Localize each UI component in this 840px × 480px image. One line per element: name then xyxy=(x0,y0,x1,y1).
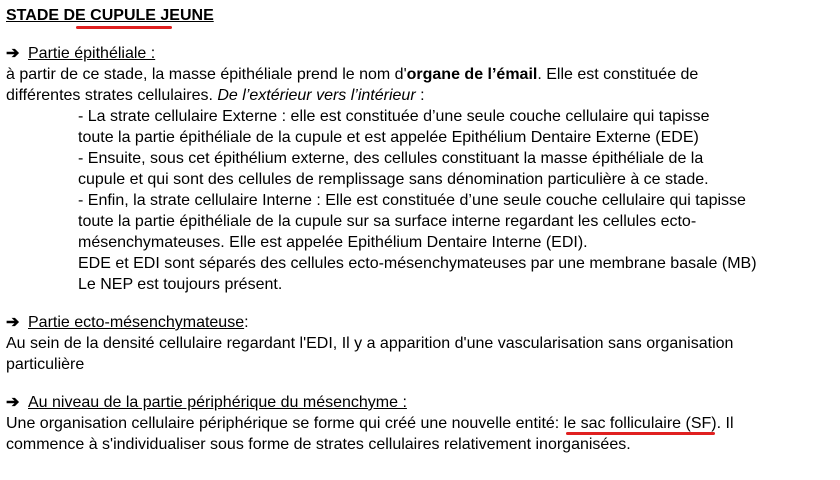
arrow-right-icon: ➔ xyxy=(6,314,20,331)
section-heading-suffix: : xyxy=(244,314,249,331)
strate-line: - Enfin, la strate cellulaire Interne : Elle est constituée d’une seule couche cellulaire qui tapisse xyxy=(78,192,746,209)
intro-text: à partir de ce stade, la masse épithéliale prend le nom d' xyxy=(6,66,407,83)
title-red-underline xyxy=(76,26,172,29)
section-heading-text: Partie épithéliale : xyxy=(28,45,156,62)
section-heading-peripherique xyxy=(6,392,836,413)
page-title xyxy=(6,5,214,26)
strate-line: toute la partie épithéliale de la cupule et est appelée Epithélium Dentaire Externe (EDE) xyxy=(78,129,699,146)
strate-line: cupule et qui sont des cellules de remplissage sans dénomination particulière à ce stade. xyxy=(78,171,709,188)
section-heading-text: Partie ecto-mésenchymateuse xyxy=(28,314,245,331)
section-heading-epitheliale xyxy=(6,43,836,64)
intro-italic-phrase: De l’extérieur vers l’intérieur xyxy=(217,87,416,104)
marked-term: le sac folliculaire (SF) xyxy=(563,415,717,432)
page-title-text: STADE DE CUPULE JEUNE xyxy=(6,7,214,24)
intro-text-end: . Elle est constituée de xyxy=(537,66,699,83)
term-red-underline xyxy=(566,432,715,435)
section-intro-line-2 xyxy=(6,85,836,106)
document-page xyxy=(6,0,836,455)
arrow-right-icon: ➔ xyxy=(6,45,20,62)
strate-line: toute la partie épithéliale de la cupule sur sa surface interne regardant les cellules ecto- xyxy=(78,213,697,230)
strates-list xyxy=(78,106,836,295)
strate-line: EDE et EDI sont séparés des cellules ecto-mésenchymateuses par une membrane basale (MB) xyxy=(78,255,757,272)
intro-line2-text: différentes strates cellulaires. xyxy=(6,87,218,104)
section-body-line xyxy=(6,413,836,434)
section-heading-ecto-mesenchymateuse xyxy=(6,312,836,333)
strate-line: mésenchymateuses. Elle est appelée Epithélium Dentaire Interne (EDI). xyxy=(78,234,588,251)
sac-folliculaire-marked xyxy=(564,413,717,434)
section-body-line: commence à s'individualiser sous forme de strates cellulaires relativement inorganisées. xyxy=(6,436,631,453)
section-intro-line xyxy=(6,64,836,85)
arrow-right-icon: ➔ xyxy=(6,394,20,411)
strate-line: Le NEP est toujours présent. xyxy=(78,276,283,293)
strate-line: - Ensuite, sous cet épithélium externe, des cellules constituant la masse épithéliale de la xyxy=(78,150,704,167)
section-body-line: particulière xyxy=(6,356,85,373)
intro-line2-end: : xyxy=(415,87,425,104)
intro-bold-term: organe de l’émail xyxy=(406,66,538,83)
section-heading-text: Au niveau de la partie périphérique du mésenchyme : xyxy=(28,394,407,411)
body-text: Une organisation cellulaire périphérique se forme qui créé une nouvelle entité: xyxy=(6,415,564,432)
strate-line: - La strate cellulaire Externe : elle est constituée d’une seule couche cellulaire qui tapisse xyxy=(78,108,710,125)
body-text-end: . Il xyxy=(716,415,734,432)
section-body-line: Au sein de la densité cellulaire regardant l'EDI, Il y a apparition d'une vascularisation sans organisation xyxy=(6,335,734,352)
